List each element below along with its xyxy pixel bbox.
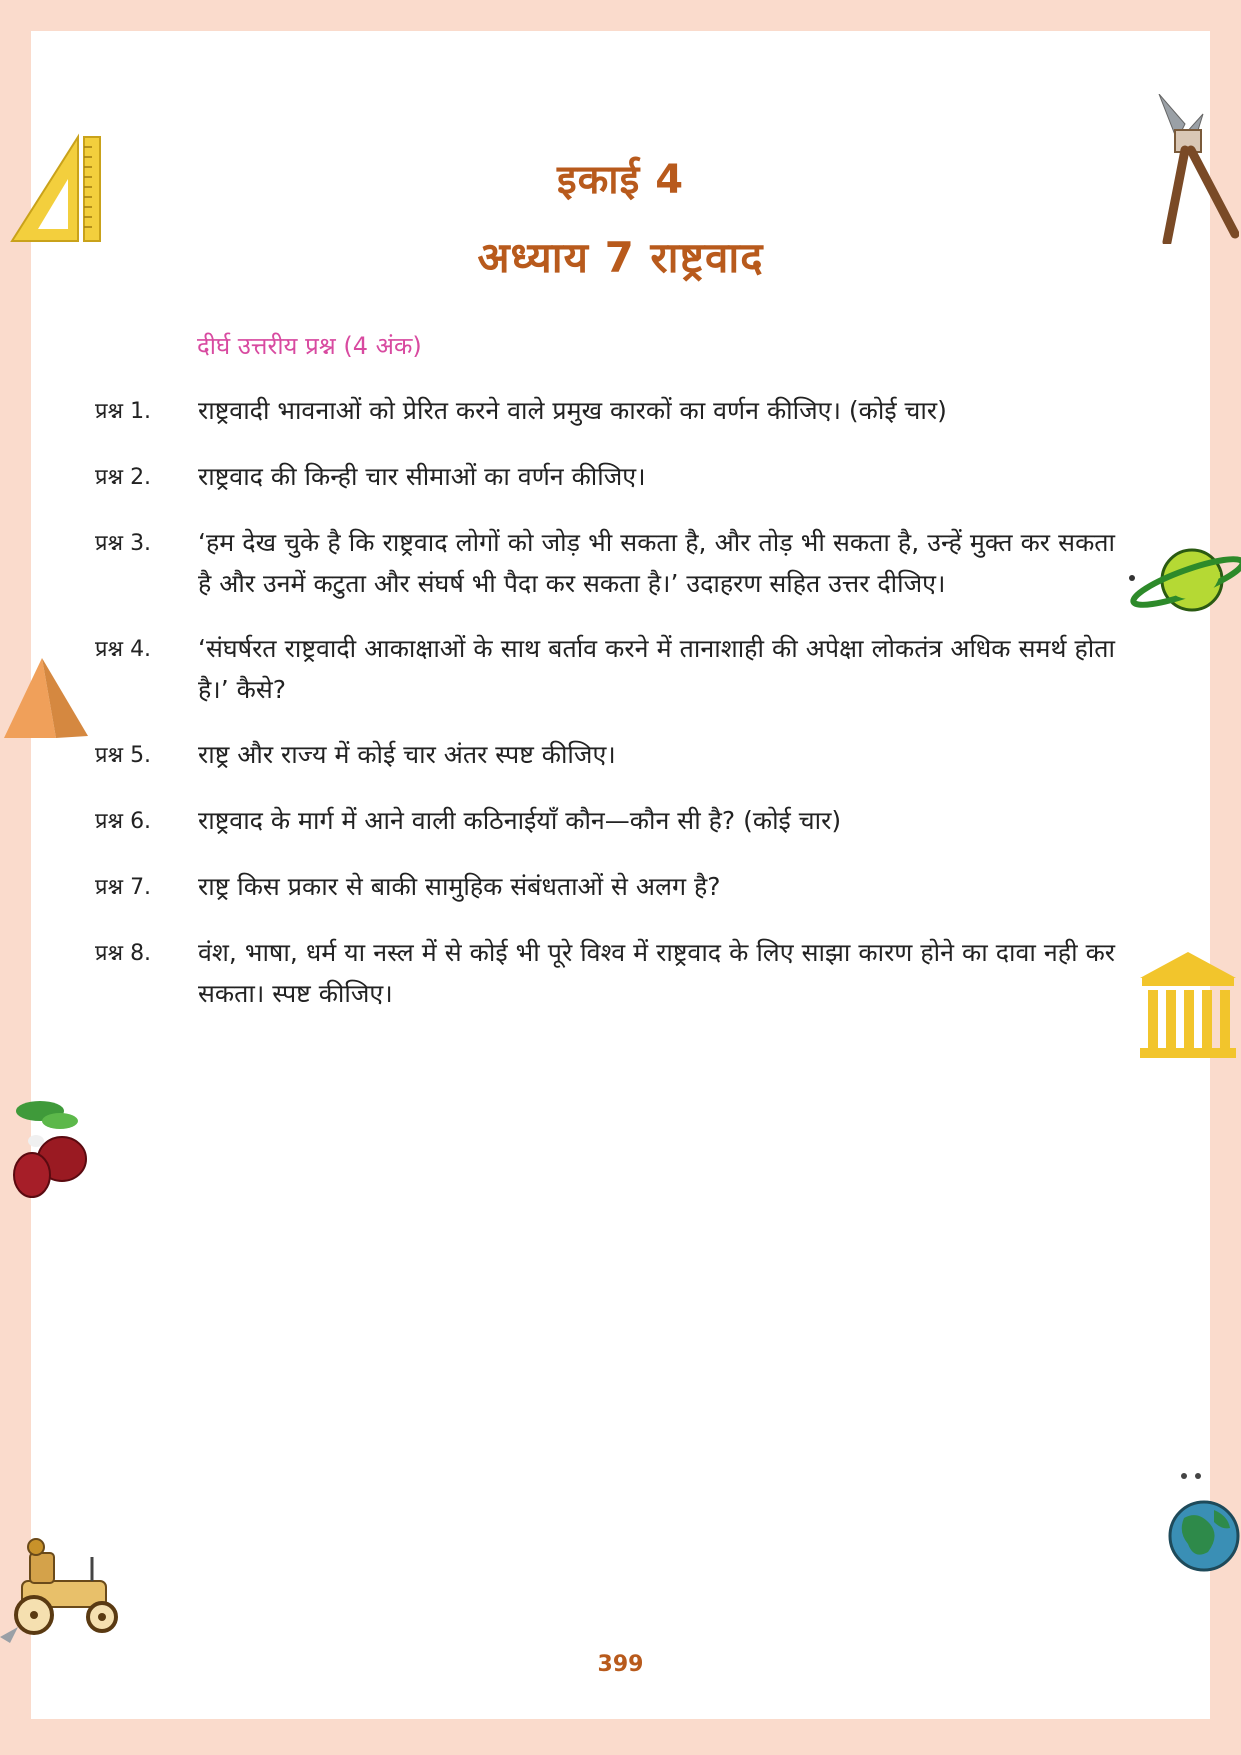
pyramid-icon xyxy=(2,656,88,740)
temple-icon xyxy=(1138,950,1238,1060)
planet-icon xyxy=(1128,542,1241,618)
question-item xyxy=(95,390,1115,432)
question-text: ‘संघर्षरत राष्ट्रवादी आकाक्षाओं के साथ बर्ताव करने में तानाशाही की अपेक्षा लोकतंत्र अधिक समर्थ होता है।’ कैसे? xyxy=(198,634,1115,704)
question-number: प्रश्न 4. xyxy=(95,637,152,662)
page-number: 399 xyxy=(597,1652,644,1677)
question-text: राष्ट्र किस प्रकार से बाकी सामुहिक संबंधताओं से अलग है? xyxy=(198,872,721,901)
question-text: ‘हम देख चुके है कि राष्ट्रवाद लोगों को जोड़ भी सकता है, और तोड़ भी सकता है, उन्हें मुक्त कर सकता है और उनमें कटुता और संघर्ष भी पैदा कर सकता है।’ उदाहरण सहित उत्तर दीजिए। xyxy=(198,528,1115,598)
question-item xyxy=(95,628,1115,710)
question-item xyxy=(95,932,1115,1014)
question-item xyxy=(95,522,1115,604)
question-item xyxy=(95,456,1115,498)
question-number: प्रश्न 5. xyxy=(95,743,152,768)
question-text: राष्ट्रवादी भावनाओं को प्रेरित करने वाले प्रमुख कारकों का वर्णन कीजिए। (कोई चार) xyxy=(198,396,947,425)
question-number: प्रश्न 2. xyxy=(95,465,152,490)
question-text: राष्ट्रवाद की किन्ही चार सीमाओं का वर्णन कीजिए। xyxy=(198,462,646,491)
question-text: राष्ट्रवाद के मार्ग में आने वाली कठिनाईयाँ कौन—कौन सी है? (कोई चार) xyxy=(198,806,842,835)
chapter-title: अध्याय 7 राष्ट्रवाद xyxy=(477,233,764,282)
question-list xyxy=(95,390,1115,1038)
unit-title: इकाई 4 xyxy=(556,157,685,203)
question-number: प्रश्न 1. xyxy=(95,399,152,424)
section-title: दीर्घ उत्तरीय प्रश्न (4 अंक) xyxy=(197,332,422,360)
question-text: वंश, भाषा, धर्म या नस्ल में से कोई भी पूरे विश्व में राष्ट्रवाद के लिए साझा कारण होने का दावा नही कर सकता। स्पष्ट कीजिए। xyxy=(198,938,1115,1008)
question-text: राष्ट्र और राज्य में कोई चार अंतर स्पष्ट कीजिए। xyxy=(198,740,616,769)
question-number: प्रश्न 8. xyxy=(95,941,152,966)
question-number: प्रश्न 6. xyxy=(95,809,152,834)
question-number: प्रश्न 7. xyxy=(95,875,152,900)
question-number: प्रश्न 3. xyxy=(95,531,152,556)
question-item xyxy=(95,800,1115,842)
beans-icon xyxy=(6,1097,88,1201)
vintage-car-icon xyxy=(0,1533,128,1643)
question-item xyxy=(95,734,1115,776)
question-item xyxy=(95,866,1115,908)
ruler-triangle-icon xyxy=(8,133,104,245)
garden-shears-icon xyxy=(1155,94,1239,244)
globe-icon xyxy=(1164,1470,1241,1574)
